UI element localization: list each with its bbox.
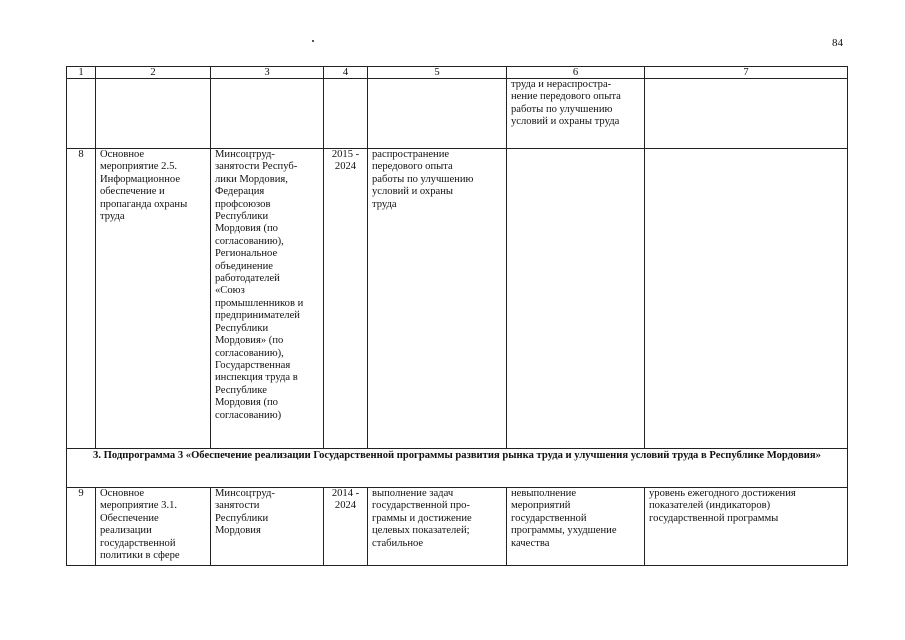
period-cell xyxy=(324,79,368,149)
measures-table xyxy=(66,66,848,566)
period-cell: 2015 - 2024 xyxy=(324,149,368,449)
column-number-row xyxy=(67,67,848,79)
subprogram-heading: 3. Подпрограмма 3 «Обеспечение реализации Государственной программы развития рынка труда и улучшения условий труда в Республике Мордовия» xyxy=(67,449,848,488)
result-cell: выполнение задач государственной про- граммы и достижение целевых показателей; стабильное xyxy=(368,488,507,566)
result-cell xyxy=(368,79,507,149)
page-number: 84 xyxy=(832,37,843,49)
executor-cell: Минсоцтруд- занятости Республики Мордовия xyxy=(211,488,324,566)
column-number: 4 xyxy=(324,67,368,79)
column-number: 1 xyxy=(67,67,96,79)
row-number: 8 xyxy=(67,149,96,449)
event-cell xyxy=(96,79,211,149)
column-number: 6 xyxy=(507,67,645,79)
table-row-9 xyxy=(67,488,848,566)
row-number: 9 xyxy=(67,488,96,566)
executor-cell xyxy=(211,79,324,149)
column-number: 2 xyxy=(96,67,211,79)
indicator-cell xyxy=(645,149,848,449)
executor-cell: Минсоцтруд- занятости Респуб- лики Мордовия, Федерация профсоюзов Республики Мордовия (по согласованию), Региональное объединение работодателей «Союз промышленников и предпринимателей Республики Мордовия» (по согласованию), Государственная инспекция труда в Республике Мордовия (по согласованию) xyxy=(211,149,324,449)
indicator-cell xyxy=(645,79,848,149)
consequence-cell: труда и нераспростра- нение передового опыта работы по улучшению условий и охраны труда xyxy=(507,79,645,149)
consequence-cell xyxy=(507,149,645,449)
column-number: 5 xyxy=(368,67,507,79)
subprogram-heading-row xyxy=(67,449,848,488)
period-cell: 2014 - 2024 xyxy=(324,488,368,566)
row-number xyxy=(67,79,96,149)
consequence-cell: невыполнение мероприятий государственной программы, ухудшение качества xyxy=(507,488,645,566)
column-number: 3 xyxy=(211,67,324,79)
indicator-cell: уровень ежегодного достижения показателей (индикаторов) государственной программы xyxy=(645,488,848,566)
table-row-8 xyxy=(67,149,848,449)
table-row-continuation xyxy=(67,79,848,149)
column-number: 7 xyxy=(645,67,848,79)
event-cell: Основное мероприятие 2.5. Информационное обеспечение и пропаганда охраны труда xyxy=(96,149,211,449)
result-cell: распространение передового опыта работы по улучшению условий и охраны труда xyxy=(368,149,507,449)
scan-speck xyxy=(312,40,314,42)
event-cell: Основное мероприятие 3.1. Обеспечение реализации государственной политики в сфере xyxy=(96,488,211,566)
